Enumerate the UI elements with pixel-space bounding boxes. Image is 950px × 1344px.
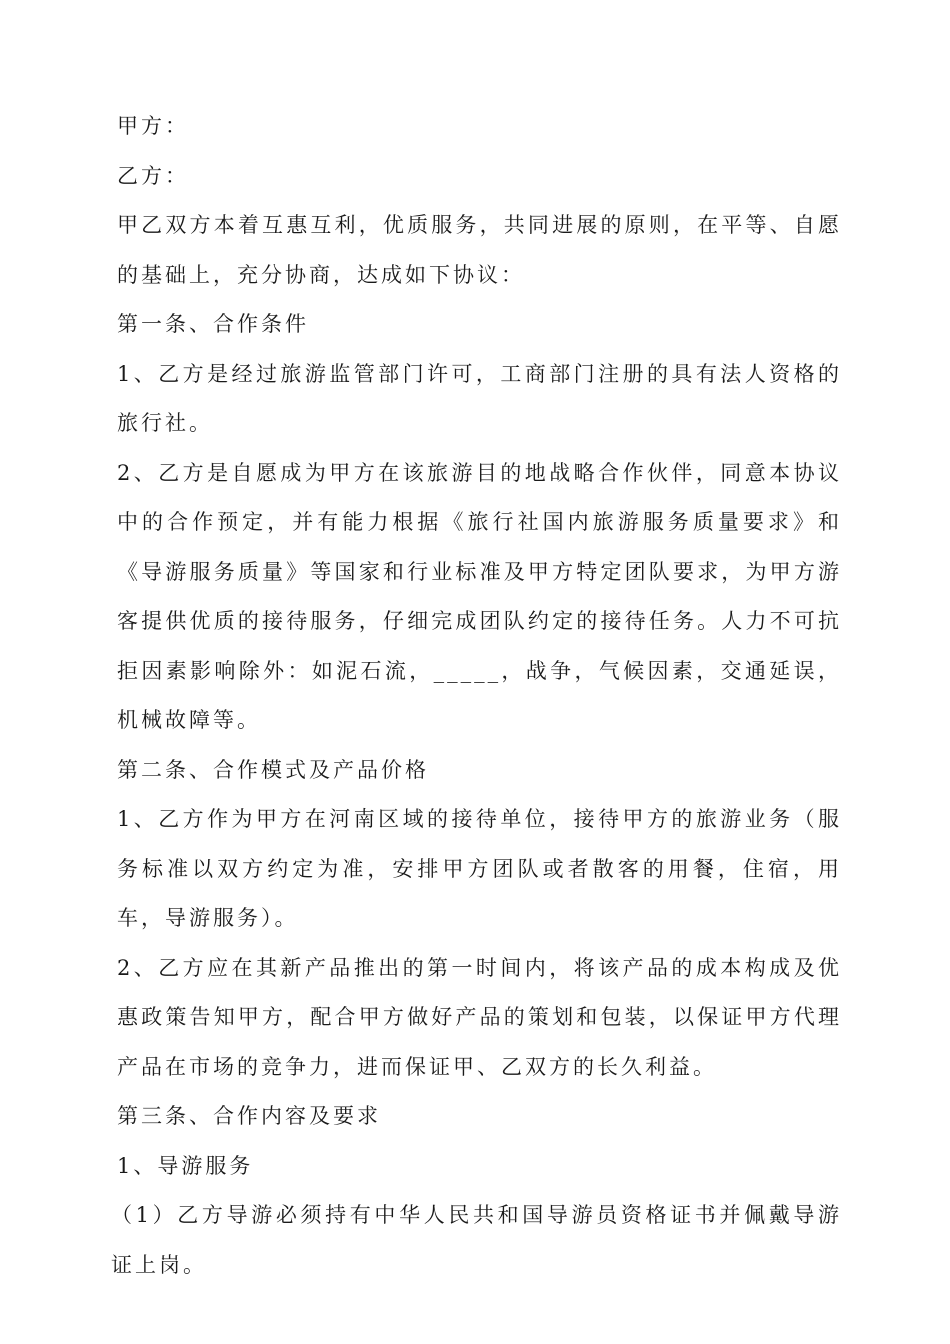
- article-1-heading: 第一条、合作条件: [117, 312, 309, 336]
- party-b-line: 乙方：: [117, 163, 189, 188]
- article-1-item-1: 1、乙方是经过旅游监管部门许可，工商部门注册的具有法人资格的旅行社。: [117, 361, 842, 435]
- intro-paragraph: 甲乙双方本着互惠互利，优质服务，共同进展的原则，在平等、自愿的基础上，充分协商，达成如下协议：: [117, 213, 842, 287]
- article-2-item-1: 1、乙方作为甲方在河南区域的接待单位，接待甲方的旅游业务（服务标准以双方约定为准，安排甲方团队或者散客的用餐，住宿，用车，导游服务）。: [117, 807, 842, 930]
- article-1-item-2: 2、乙方是自愿成为甲方在该旅游目的地战略合作伙伴，同意本协议中的合作预定，并有能力根据《旅行社国内旅游服务质量要求》和《导游服务质量》等国家和行业标准及甲方特定团队要求，为甲方游客提供优质的接待服务，仔细完成团队约定的接待任务。人力不可抗拒因素影响除外：如泥石流，_____，战争，气候因素，交通延误，机械故障等。: [117, 460, 842, 732]
- article-2-item-2: 2、乙方应在其新产品推出的第一时间内，将该产品的成本构成及优惠政策告知甲方，配合甲方做好产品的策划和包装，以保证甲方代理产品在市场的竞争力，进而保证甲、乙双方的长久利益。: [117, 955, 842, 1079]
- article-3-heading: 第三条、合作内容及要求: [117, 1104, 381, 1128]
- party-a-line: 甲方：: [117, 114, 189, 138]
- article-2-heading: 第二条、合作模式及产品价格: [117, 757, 429, 782]
- article-3-sub-item-1: （1）乙方导游必须持有中华人民共和国导游员资格证书并佩戴导游证上岗。: [111, 1203, 842, 1277]
- document-body: [111, 102, 842, 1290]
- article-3-item-1: 1、导游服务: [117, 1153, 254, 1178]
